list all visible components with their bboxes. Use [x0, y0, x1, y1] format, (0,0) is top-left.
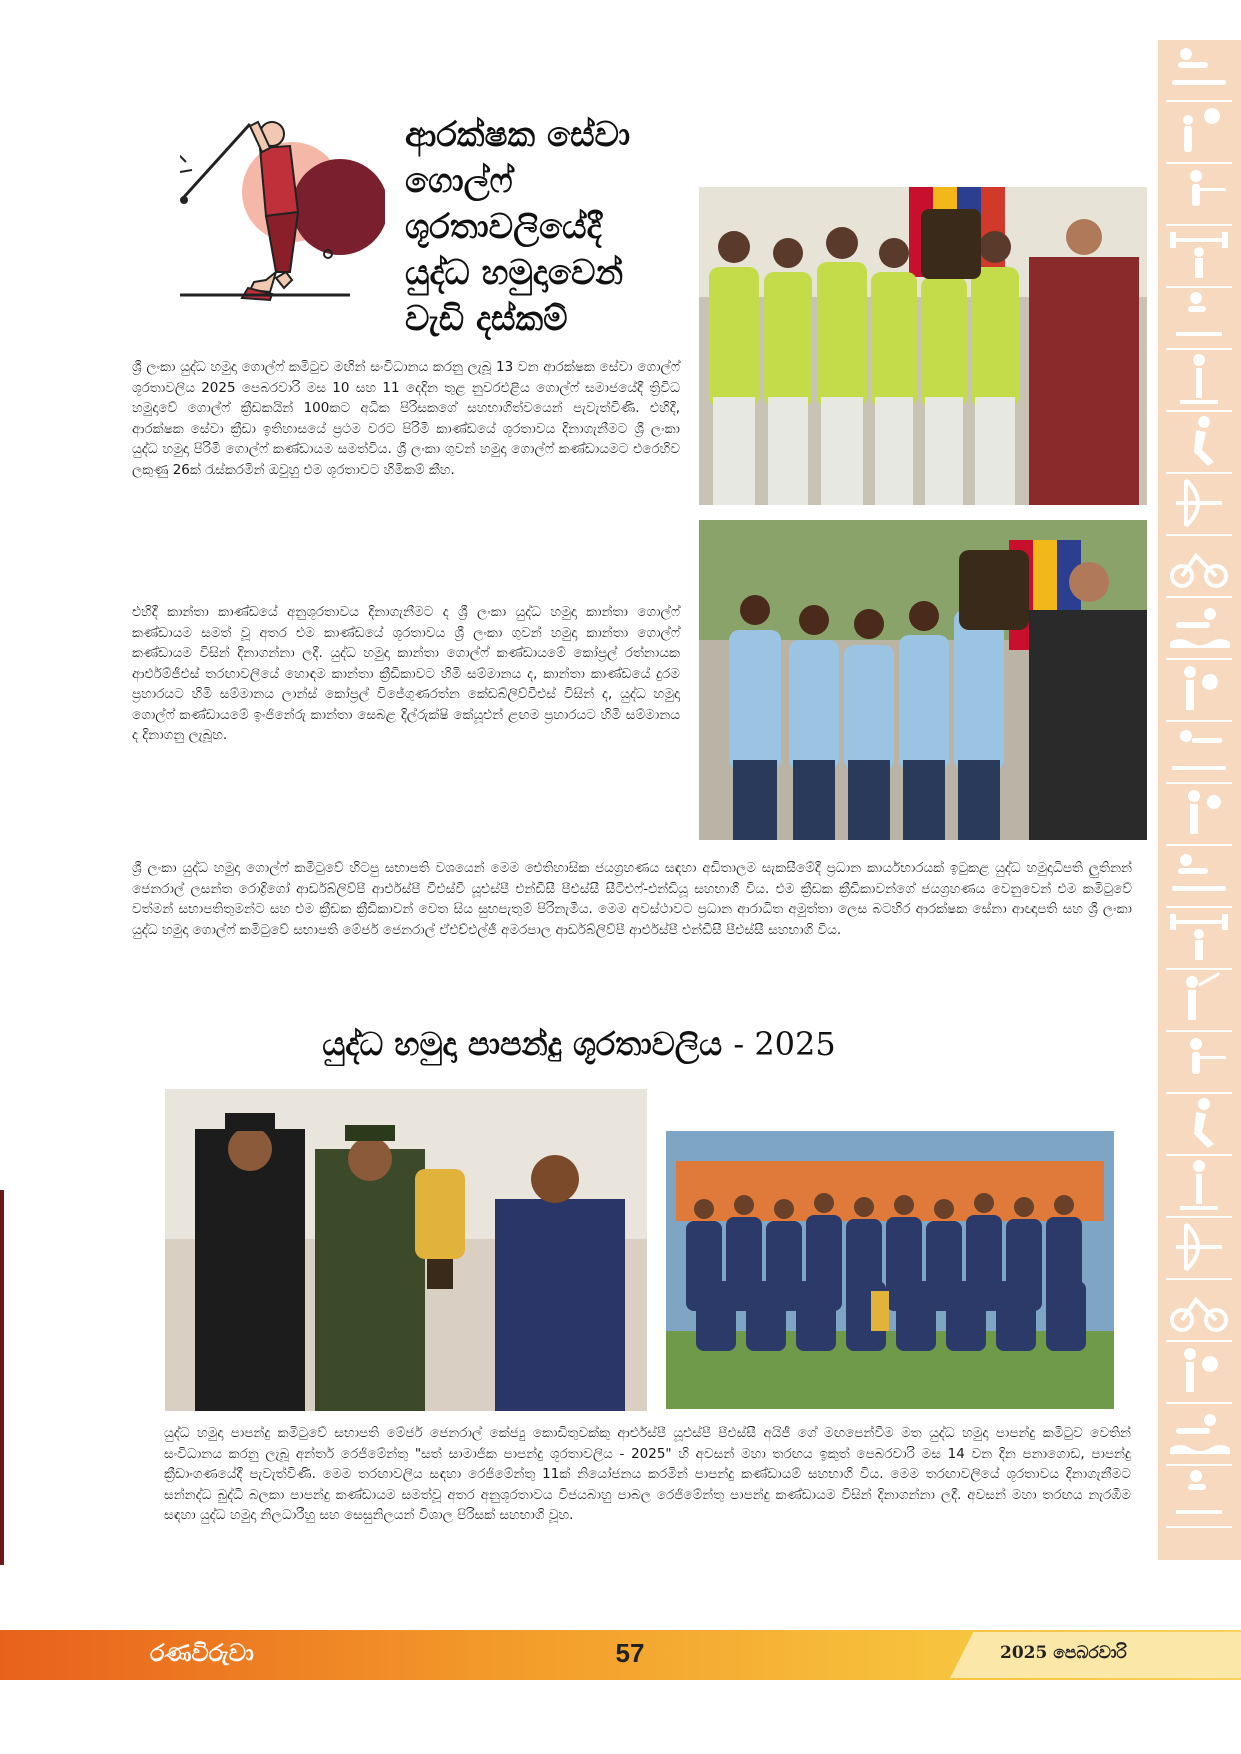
cycling-icon [1166, 536, 1232, 598]
issue-date: 2025 පෙබරවාරි [1000, 1643, 1127, 1663]
article1-paragraph-3: ශ්‍රී ලංකා යුද්ධ හමුදා ගොල්ෆ් කමිටුවේ හිටපු සභාපති වශයෙන් මෙම ඓතිහාසික ජයග්‍රහණය සඳහා අඩිතාලම සැකසීමේදී ප්‍රධාන කාර්යභාරයක් ඉටුකළ යුද්ධ හමුදාධිපති ලුතිනන් ජෙනරාල් ලසන්ත රොද්‍රිගෝ ආර්ඩබ්ලිව්පී ආර්එස්පී වීඑස්වී යූඑස්පී එන්ඩීසී පීඑස්සී සීටීඑෆ්-එන්ඩියූ සහභාගී විය. එම ක්‍රීඩක ක්‍රීඩිකාවන්ගේ ජයග්‍රහණය වෙනුවෙන් එම කමිටුවේ වත්මන් සභාපතිතුමන්ට සහ එම ක්‍රීඩක ක්‍රීඩිකාවන් වෙත සිය සුභපැතුම් පිරිනැමීය. මෙම අවස්ථාවට ප්‍රධාන ආරාධිත අමුත්තා ලෙස බටහිර ආරක්ෂක සේනා ආඥාපති සහ ශ්‍රී ලංකා යුද්ධ හමුදා ගොල්ෆ් කමිටුවේ සභාපති මේජර් ජෙනරාල් ඒඑච්එල්ජී අමරපාල ආර්ඩබ්ලිව්පී ආර්එස්පී එන්ඩීසී පීඑස්සී සහභාගි විය. [132, 860, 1132, 938]
archery-icon [1166, 474, 1232, 536]
headline-line: වැඩි දස්කම් [405, 299, 568, 339]
boxing-icon [1166, 1342, 1232, 1404]
football-title-year: - 2025 [733, 1025, 836, 1063]
running-icon [1166, 412, 1232, 474]
rowing-icon [1166, 846, 1232, 908]
page-footer [0, 1630, 1241, 1680]
swimming-icon [1166, 1404, 1232, 1466]
rowing-icon [1166, 40, 1232, 102]
running-icon [1166, 1094, 1232, 1156]
swimming-icon [1166, 598, 1232, 660]
sun-circle-dark [292, 159, 385, 255]
golf-trophy-photo-men [699, 187, 1147, 505]
gymnastics-icon [1166, 350, 1232, 412]
article2-paragraph: යුද්ධ හමුදා පාපන්දු කමිටුවේ සභාපති මේජර් ජෙනරාල් කේජ්‍යු කොඩිතුවක්කු ආර්එස්පී යූඑස්පී පීඑස්සී අයිජී ගේ මඟපෙන්වීම මත යුද්ධ හමුදා පාපන්දු කමිටුව වෙතින් සංවිධානය කරනු ලැබූ අන්තර් රෙජිමේන්තු "සත් සාමාජික පාපන්දු ශූරතාවලිය - 2025" හි අවසන් මහා තරඟය ඉකුත් පෙබරවාරි මස 14 වන දින පනාගොඩ, පාපන්දු ක්‍රීඩාංගණයේදී පැවැත්විණි. මෙම තරඟාවලිය සඳහා රෙජිමේන්තු 11ක් නියෝජනය කරමින් පාපන්දු කණ්ඩායම් සහභාගි විය. මෙම තරඟාවලියේ ශූරතාවය දිනාගැනීමට සන්නද්ධ බුද්ධි බලකා පාපන්දු කණ්ඩායම සමත්වූ අතර අනුශූරතාවය විජයබාහු පාබල රෙජිමේන්තු පාපන්දු කණ්ඩායම විසින් දිනාගන්නා ලදී. අවසන් මහා තරඟය නැරඹීම සඳහා යුද්ධ හමුදා නිලධාරීහු සහ සෙසුනිලයන් විශාල පිරිසක් සහභාගි වූහ. [164, 1425, 1131, 1523]
left-margin-rule [0, 1190, 4, 1565]
football-trophy-handover-photo [165, 1089, 647, 1411]
tennis-icon [1166, 784, 1232, 846]
weightlifting-icon [1166, 908, 1232, 970]
volleyball-icon [1166, 102, 1232, 164]
gymnastics-icon [1166, 1156, 1232, 1218]
archery-icon [1166, 1218, 1232, 1280]
page-number: 57 [615, 1638, 645, 1668]
sports-pictogram-strip [1158, 40, 1241, 1560]
fencing-icon [1166, 164, 1232, 226]
headline-line: යුද්ධ හමුදාවෙන් [405, 253, 624, 293]
football-team-photo [666, 1131, 1114, 1409]
golf-trophy-photo-women [699, 520, 1147, 840]
boxing-icon [1166, 660, 1232, 722]
article1-paragraph-2: එහිදී කාන්තා කාණ්ඩයේ අනුශූරතාවය දිනාගැනීමට ද ශ්‍රී ලංකා යුද්ධ හමුදා කාන්තා ගොල්ෆ් කණ්ඩායම සමත් වූ අතර එම කාණ්ඩයේ ශූරතාවය ශ්‍රී ලංකා ගුවන් හමුදා කාන්තා ගොල්ෆ් කණ්ඩායම විසින් දිනාගන්නා ලදී. යුද්ධ හමුදා කාන්තා ගොල්ෆ් කණ්ඩායමේ කෝප්‍රල් රත්නායක ආර්එම්ජීඑස් තරඟාවලියේ හොඳම කාන්තා ක්‍රීඩිකාවට හිමි සම්මානය ද, කාන්තා කාණ්ඩයේ දුරම ප්‍රහාරයට හිමි සම්මානය ලාන්ස් කෝප්‍රල් විජේගුණරත්න කේඩබ්ලිව්වීඑස් විසින් ද, යුද්ධ හමුදා ගොල්ෆ් කණ්ඩායමේ ඉංජිනේරු කාන්තා සෙබළ දිල්රුක්ෂි කේයූඑන් ළඟම ප්‍රහාරයට හිමි සම්මානය ද දිනාගනු ලැබූහ. [132, 604, 680, 743]
diving-icon [1166, 722, 1232, 784]
weightlifting-icon [1166, 226, 1232, 288]
cycling-icon [1166, 1280, 1232, 1342]
golfer-illustration [180, 112, 385, 334]
hurdles-icon [1166, 288, 1232, 350]
article-headline [405, 112, 695, 342]
football-section-title [0, 1025, 1158, 1064]
headline-line: ගොල්ෆ් [405, 161, 513, 201]
hurdles-icon [1166, 1466, 1232, 1528]
badminton-icon [1166, 970, 1232, 1032]
magazine-brand: රණවිරුවා [150, 1638, 254, 1667]
headline-line: ශූරතාවලියේදී [405, 207, 602, 247]
fencing-icon [1166, 1032, 1232, 1094]
article1-paragraph-1: ශ්‍රී ලංකා යුද්ධ හමුදා ගොල්ෆ් කමිටුව මඟින් සංවිධානය කරනු ලැබූ 13 වන ආරක්ෂක සේවා ගොල්ෆ් ශූරතාවලිය 2025 පෙබරවාරි මස 10 සහ 11 දෙදින තුළ නුවරඑළිය ගොල්ෆ් සමාජයේදී ත්‍රිවිධ හමුදාවේ ගොල්ෆ් ක්‍රීඩකයින් 100කට අධික පිරිසකගේ සහභාගිත්වයෙන් පැවැත්විණි. එහිදී, ආරක්ෂක සේවා ක්‍රීඩා ඉතිහාසයේ ප්‍රථම වරට පිරිමි කාණ්ඩයේ ශූරතාවය දිනාගැනීමට ශ්‍රී ලංකා යුද්ධ හමුදා පිරිමි ගොල්ෆ් කණ්ඩායම සමත්විය. ශ්‍රී ලංකා ගුවන් හමුදා ගොල්ෆ් කණ්ඩායමට එරෙහිව ලකුණු 26ක් රැස්කරමින් ඔවුහු එම ශූරතාවට හිමිකම් කීහ. [132, 359, 680, 478]
football-title-text: යුද්ධ හමුදා පාපන්දු ශූරතාවලිය [322, 1025, 723, 1063]
headline-line: ආරක්ෂක සේවා [405, 115, 631, 155]
